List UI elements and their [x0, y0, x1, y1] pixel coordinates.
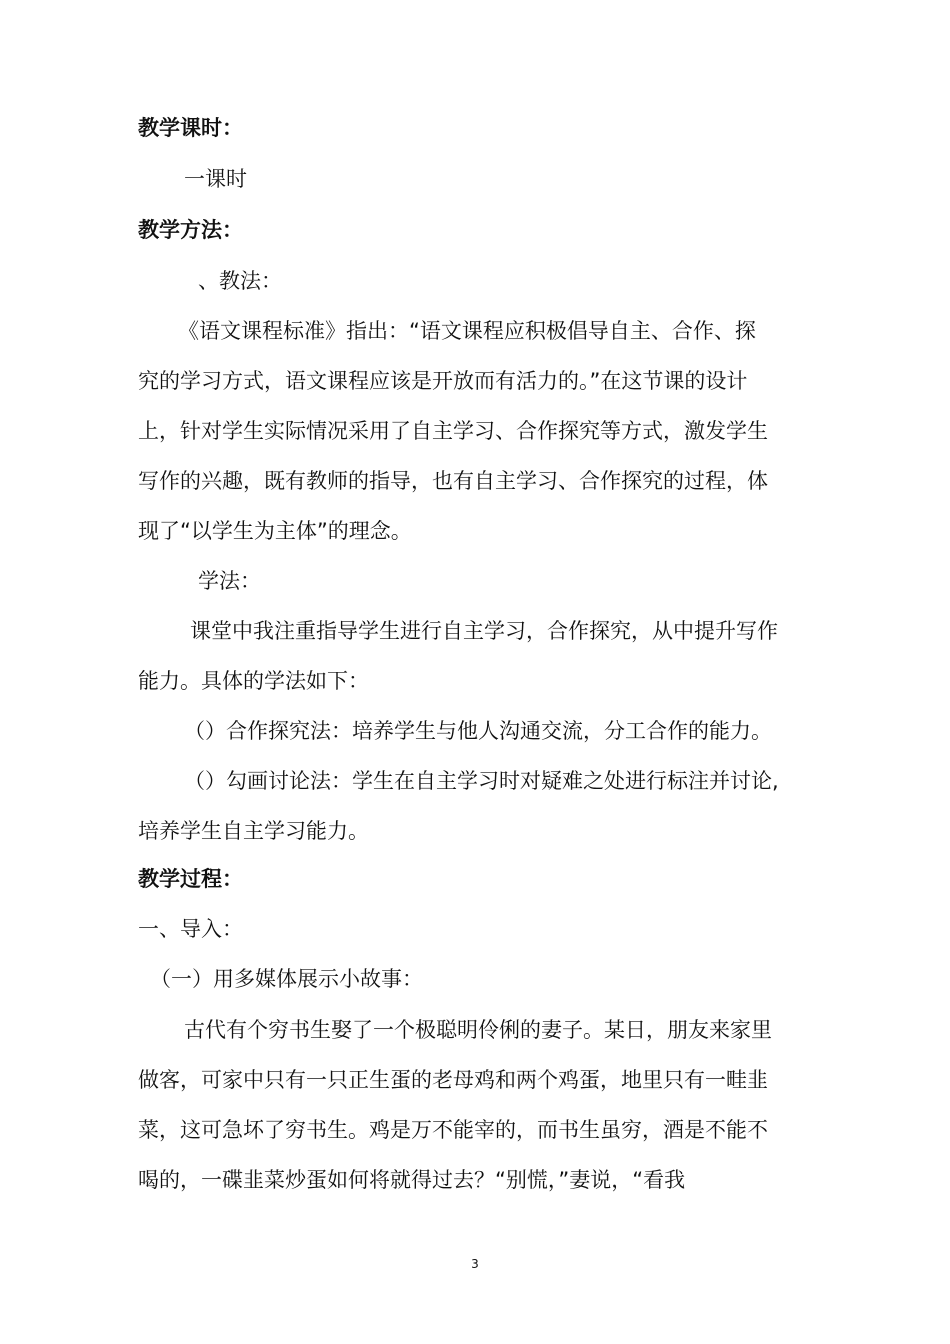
paragraph-line: 菜，这可急坏了穷书生。鸡是万不能宰的，而书生虽穷，酒是不能不 [138, 1118, 768, 1142]
paragraph-line: 喝的，一碟韭菜炒蛋如何将就得过去？“别慌，”妻说，“看我 [138, 1168, 686, 1192]
list-item: （）合作探究法：培养学生与他人沟通交流，分工合作的能力。 [184, 719, 772, 743]
section-heading: 一、导入： [138, 917, 243, 941]
paragraph-line: 上，针对学生实际情况采用了自主学习、合作探究等方式，激发学生 [138, 419, 768, 443]
class-hours-value: 一课时 [184, 167, 247, 191]
paragraph-line: 现了“以学生为主体”的理念。 [138, 519, 412, 543]
paragraph-line: 古代有个穷书生娶了一个极聪明伶俐的妻子。某日，朋友来家里 [184, 1018, 772, 1042]
heading-class-hours: 教学课时： [138, 116, 243, 140]
paragraph-line: 写作的兴趣，既有教师的指导，也有自主学习、合作探究的过程，体 [138, 469, 768, 493]
heading-teaching-methods: 教学方法： [138, 218, 243, 242]
page-number: 3 [471, 1257, 479, 1271]
paragraph-line: 究的学习方式，语文课程应该是开放而有活力的。”在这节课的设计 [138, 369, 748, 393]
paragraph-line: 《语文课程标准》指出：“语文课程应积极倡导自主、合作、探 [178, 319, 756, 343]
paragraph-line: 能力。具体的学法如下： [138, 669, 369, 693]
paragraph-line: 做客，可家中只有一只正生蛋的老母鸡和两个鸡蛋，地里只有一畦韭 [138, 1068, 768, 1092]
paragraph-line: 培养学生自主学习能力。 [138, 819, 369, 843]
list-item: （）勾画讨论法：学生在自主学习时对疑难之处进行标注并讨论, [184, 769, 779, 793]
heading-teaching-process: 教学过程： [138, 867, 243, 891]
subsection-heading: （一）用多媒体展示小故事： [150, 967, 423, 991]
paragraph-line: 课堂中我注重指导学生进行自主学习，合作探究，从中提升写作 [190, 619, 778, 643]
subheading-learning-method: 学法： [198, 569, 261, 593]
subheading-teaching-method: 、教法： [198, 269, 282, 293]
